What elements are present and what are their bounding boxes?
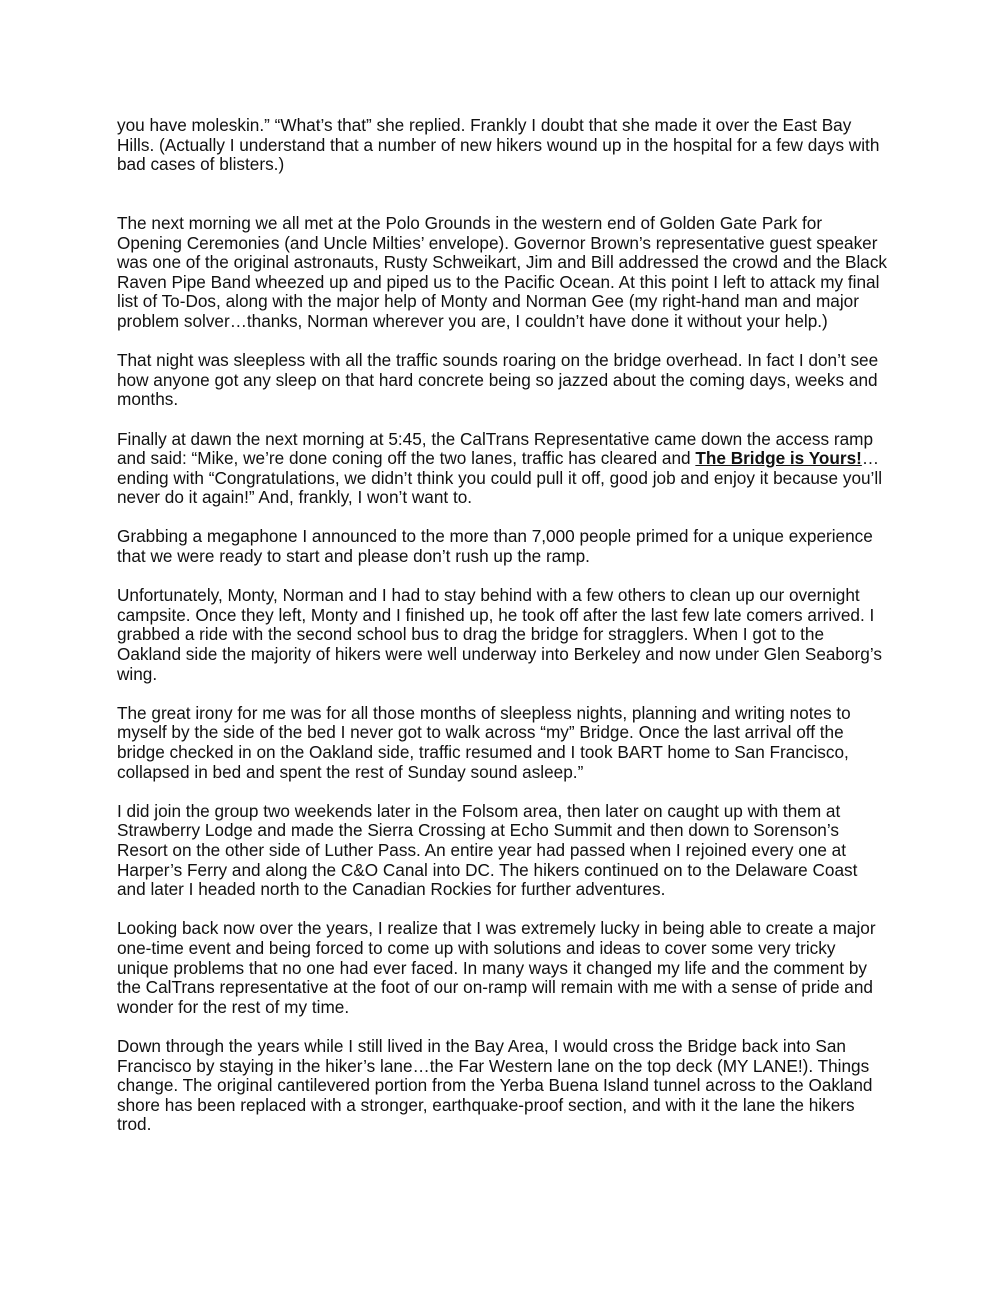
paragraph-caltrans-after: …ending with “Congratulations, we didn’t think you could pull it off, good job and enjoy it because you’ll never do it again!” And, frankly, I won’t want to. bbox=[117, 448, 883, 508]
paragraph-megaphone: Grabbing a megaphone I announced to the more than 7,000 people primed for a unique experience that we were ready to start and please don’t rush up the ramp. bbox=[117, 526, 873, 567]
paragraph-folsom: I did join the group two weekends later in the Folsom area, then later on caught up with them at Strawberry Lodge and made the Sierra Crossing at Echo Summit and then down to Sorenson’s Resort on the other side of Luther Pass. An entire year had passed when I rejoined every one at Harper’s Ferry and along the C&O Canal into DC. The hikers continued on to the Delaware Coast and later I headed north to the Canadian Rockies for further adventures. bbox=[117, 800, 858, 900]
document-page bbox=[117, 116, 887, 1154]
bridge-is-yours-emphasis: The Bridge is Yours! bbox=[695, 448, 862, 469]
paragraph-caltrans-before: Finally at dawn the next morning at 5:45, the CalTrans Representative came down the access ramp and said: “Mike, we’re done coning off the two lanes, traffic has cleared and bbox=[117, 428, 873, 469]
paragraph-caltrans-dawn bbox=[117, 430, 887, 508]
paragraph-looking-back: Looking back now over the years, I realize that I was extremely lucky in being able to create a major one-time event and being forced to come up with solutions and ideas to cover some very tricky unique problems that no one had ever faced. In many ways it changed my life and the comment by the CalTrans representative at the foot of our on-ramp will remain with me with a sense of pride and wonder for the rest of my time. bbox=[117, 918, 876, 1017]
paragraph-bay-area: Down through the years while I still lived in the Bay Area, I would cross the Bridge back into San Francisco by staying in the hiker’s lane…the Far Western lane on the top deck (MY LANE!). Things change. The original cantilevered portion from the Yerba Buena Island tunnel across to the Oakland shore has been replaced with a stronger, earthquake-proof section, and with it the lane the hikers trod. bbox=[117, 1035, 873, 1135]
paragraph-irony: The great irony for me was for all those months of sleepless nights, planning and writing notes to myself by the side of the bed I never got to walk across “my” Bridge. Once the last arrival off the bridge checked in on the Oakland side, traffic resumed and I took BART home to San Francisco, collapsed in bed and spent the rest of Sunday sound asleep.” bbox=[117, 702, 851, 782]
paragraph-sleepless-night: That night was sleepless with all the traffic sounds roaring on the bridge overhead. In fact I don’t see how anyone got any sleep on that hard concrete being so jazzed about the coming days, weeks and months. bbox=[117, 350, 879, 410]
paragraph-opening-ceremonies: The next morning we all met at the Polo Grounds in the western end of Golden Gate Park for Opening Ceremonies (and Uncle Milties’ envelope). Governor Brown’s representative guest speaker was one of the original astronauts, Rusty Schweikart, Jim and Bill addressed the crowd and the Black Raven Pipe Band wheezed up and piped us to the Pacific Ocean. At this point I left to attack my final list of To-Dos, along with the major help of Monty and Norman Gee (my right-hand man and major problem solver…thanks, Norman wherever you are, I couldn’t have done it without your help.) bbox=[117, 212, 888, 331]
paragraph-moleskin: you have moleskin.” “What’s that” she replied. Frankly I doubt that she made it over the East Bay Hills. (Actually I understand that a number of new hikers wound up in the hospital for a few days with bad cases of blisters.) bbox=[117, 115, 880, 175]
paragraph-cleanup: Unfortunately, Monty, Norman and I had to stay behind with a few others to clean up our overnight campsite. Once they left, Monty and I finished up, he took off after the last few late comers arrived. I grabbed a ride with the second school bus to drag the bridge for stragglers. When I got to the Oakland side the majority of hikers were well underway into Berkeley and now under Glen Seaborg’s wing. bbox=[117, 585, 882, 684]
